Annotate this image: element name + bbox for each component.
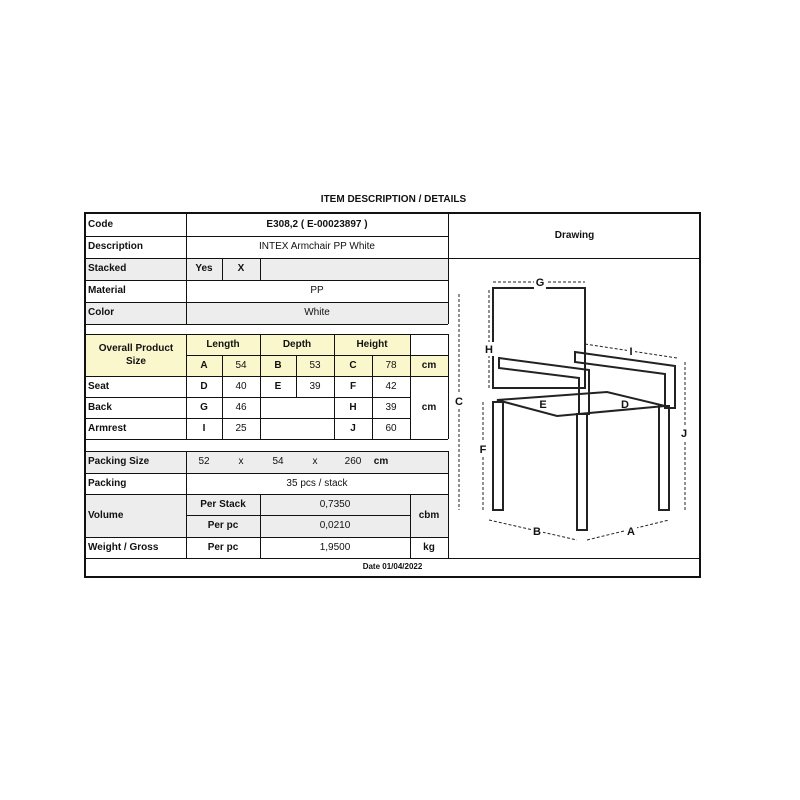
a-value: 54: [235, 359, 247, 371]
armrest-label: Armrest: [88, 422, 127, 434]
grid-line: [86, 537, 448, 538]
grid-line: [296, 355, 297, 397]
grid-line: [86, 397, 410, 398]
grid-line: [86, 418, 410, 419]
grid-line: [372, 355, 373, 439]
j-letter: J: [350, 422, 356, 434]
grid-line: [86, 439, 448, 440]
grid-line: [86, 473, 448, 474]
weight-label: Weight / Gross: [88, 541, 159, 553]
overall-size-label: [86, 334, 186, 376]
color-label: Color: [88, 307, 115, 318]
i-value: 25: [235, 422, 247, 434]
drawing-label-h: H: [485, 344, 493, 356]
b-letter: B: [274, 359, 282, 371]
grid-line: [186, 451, 187, 558]
packing-size-unit: cm: [373, 456, 389, 467]
drawing-label-j: J: [680, 428, 688, 440]
grid-line: [86, 236, 448, 237]
code-label: Code: [88, 219, 113, 230]
code-value: E308,2 ( E-00023897 ): [266, 219, 368, 230]
j-value: 60: [385, 422, 397, 434]
d-letter: D: [200, 380, 208, 392]
grid-line: [410, 494, 411, 558]
d-value: 40: [235, 380, 247, 392]
volume-per-pc-label: Per pc: [207, 520, 239, 531]
grid-line: [334, 334, 335, 439]
drawing-label-e: E: [539, 399, 547, 411]
f-value: 42: [385, 380, 397, 392]
packing-value: 35 pcs / stack: [286, 477, 348, 489]
grid-line: [186, 334, 187, 439]
date-footer: Date 01/04/2022: [362, 562, 423, 571]
drawing-label-d: D: [621, 399, 629, 411]
drawing-label-b: B: [533, 526, 541, 538]
grid-line: [86, 334, 448, 335]
packing-size-depth: 54: [272, 456, 284, 467]
g-letter: G: [200, 401, 208, 413]
material-value: PP: [310, 285, 324, 296]
packing-label: Packing: [88, 477, 127, 489]
volume-per-stack-label: Per Stack: [200, 498, 246, 510]
weight-value: 1,9500: [319, 541, 351, 553]
volume-per-stack-value: 0,7350: [319, 498, 351, 510]
height-header: Height: [334, 334, 410, 355]
a-letter: A: [200, 359, 208, 371]
back-unit: cm: [421, 401, 437, 413]
b-value: 53: [309, 359, 321, 371]
c-letter: C: [349, 359, 357, 371]
chair-leg: [659, 406, 669, 510]
grid-line: [222, 258, 223, 280]
grid-line: [186, 214, 187, 324]
grid-line: [86, 376, 448, 377]
volume-per-pc-value: 0,0210: [319, 520, 351, 531]
drawing-label-c: C: [455, 396, 463, 408]
overall-size-label-line1: Overall Product: [98, 343, 174, 354]
drawing-label: Drawing: [554, 230, 595, 241]
depth-header: Depth: [260, 334, 334, 355]
seat-label: Seat: [88, 380, 110, 392]
e-value: 39: [309, 380, 321, 392]
chair-leg: [493, 402, 503, 510]
color-value: White: [304, 307, 330, 318]
stacked-yes: Yes: [195, 263, 213, 274]
weight-per-pc-label: Per pc: [207, 541, 239, 553]
size-unit: cm: [421, 359, 437, 371]
grid-line: [260, 494, 261, 558]
f-letter: F: [349, 380, 357, 392]
packing-size-label: Packing Size: [88, 456, 150, 467]
grid-line: [410, 334, 411, 439]
h-letter: H: [349, 401, 357, 413]
grid-line: [86, 280, 448, 281]
grid-line: [260, 258, 261, 280]
weight-unit: kg: [423, 541, 435, 553]
grid-line: [186, 515, 410, 516]
grid-line: [86, 451, 448, 452]
description-value: INTEX Armchair PP White: [259, 241, 375, 252]
description-label: Description: [88, 241, 144, 252]
drawing-label-g: G: [535, 277, 545, 289]
stacked-label: Stacked: [88, 263, 127, 274]
grid-line: [186, 355, 448, 356]
overall-size-label-line2: Size: [125, 356, 146, 367]
drawing-label-a: A: [627, 526, 635, 538]
back-label: Back: [88, 401, 112, 413]
packing-size-x1: x: [238, 456, 244, 467]
volume-unit: cbm: [418, 509, 440, 521]
chair-leg: [577, 414, 587, 530]
c-value: 78: [385, 359, 397, 371]
grid-line: [86, 494, 448, 495]
g-value: 46: [235, 401, 247, 413]
material-label: Material: [88, 285, 126, 296]
packing-size-height: 260: [344, 456, 362, 467]
stacked-mark: X: [237, 263, 245, 274]
grid-line: [86, 302, 448, 303]
e-letter: E: [274, 380, 282, 392]
page-title: ITEM DESCRIPTION / DETAILS: [320, 194, 467, 205]
i-letter: I: [202, 422, 206, 434]
chair-seat: [497, 392, 665, 416]
grid-line: [86, 324, 448, 325]
packing-size-width: 52: [198, 456, 210, 467]
grid-line: [260, 334, 261, 439]
chair-drawing: [447, 258, 701, 556]
h-value: 39: [385, 401, 397, 413]
length-header: Length: [186, 334, 260, 355]
packing-size-x2: x: [312, 456, 318, 467]
grid-line: [86, 558, 701, 559]
grid-line: [222, 355, 223, 439]
volume-label: Volume: [88, 509, 124, 521]
drawing-label-f: F: [479, 444, 487, 456]
drawing-label-i: I: [629, 346, 633, 358]
